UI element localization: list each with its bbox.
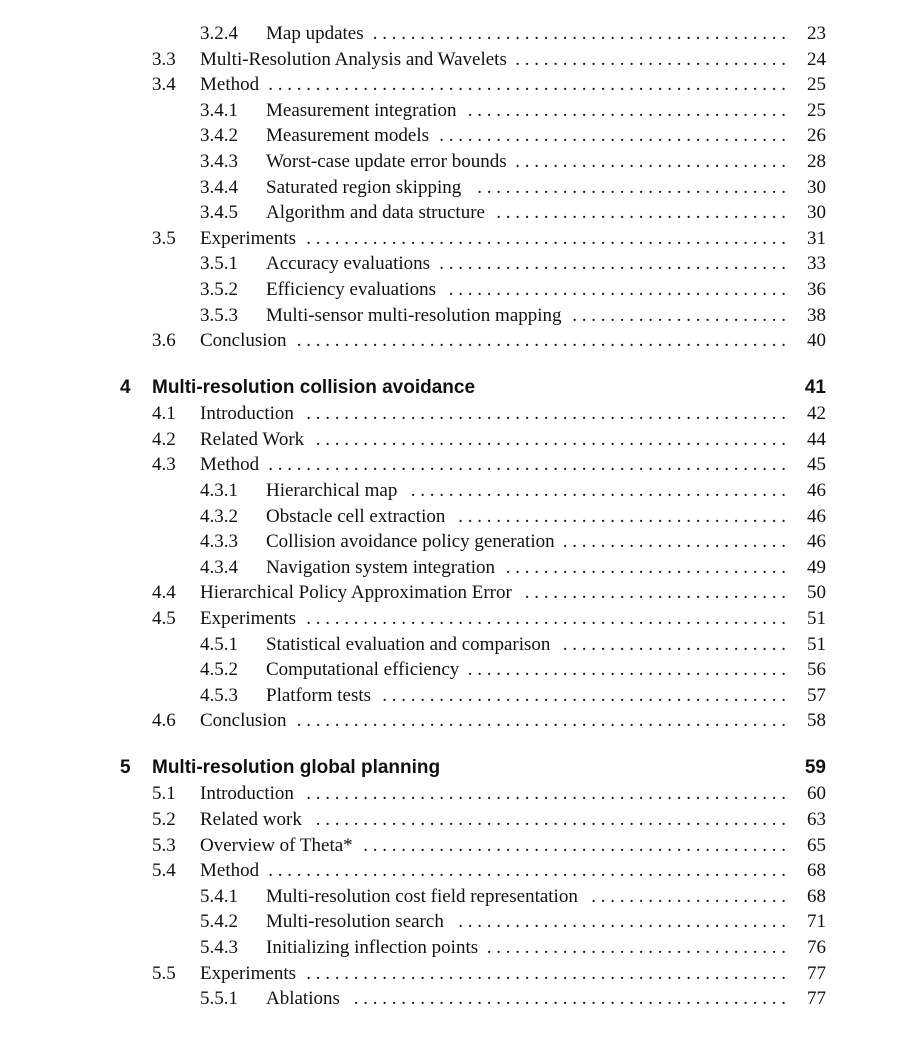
section-number: 4.3.2: [200, 505, 238, 527]
section-number: 5.4.2: [200, 911, 238, 933]
section-number: 3.6: [152, 330, 176, 352]
toc-entry[interactable]: [0, 47, 826, 73]
dot-leader: . . . . . . . . . . . . . . . . . . . . . . . . . . . . . . . . . . . . . . . . . . .: [382, 684, 786, 706]
section-title: Collision avoidance policy generation: [266, 531, 555, 553]
toc-entry[interactable]: [0, 427, 826, 453]
dot-leader: . . . . . . . . . . . . . . . . . . . . . . . . . . . . . . . . . . . . . . . . . . . . . .: [353, 988, 786, 1010]
toc-entry[interactable]: [0, 401, 826, 427]
dot-leader: . . . . . . . . . . . . . . . . . . . . . . . . . . . . . . . . . . . . . . . . . . . . . . . . . . . .: [296, 710, 786, 732]
section-number: 4.5.3: [200, 684, 238, 706]
section-title: Introduction: [200, 783, 294, 805]
section-number: 4.3.3: [200, 531, 238, 553]
page-number: 42: [807, 403, 826, 425]
section-title: Multi-Resolution Analysis and Wavelets: [200, 48, 507, 70]
page-number: 71: [807, 911, 826, 933]
page-number: 23: [807, 23, 826, 44]
toc-entry[interactable]: [0, 175, 826, 201]
section-title: Experiments: [200, 607, 297, 629]
page-number: 25: [807, 74, 826, 96]
dot-leader: . . . . . . . . . . . . . . . . . . . . . . . . . . . . . . . . . . . . . . . . . . . . . . . . . . . .: [296, 330, 786, 352]
section-title: Worst-case update error bounds: [266, 150, 507, 172]
toc-entry[interactable]: [0, 683, 826, 709]
toc-entry[interactable]: [0, 226, 826, 252]
toc-entry[interactable]: [0, 935, 826, 961]
section-title: Hierarchical map: [266, 480, 398, 501]
section-number: 5: [120, 757, 131, 779]
dot-leader: . . . . . . . . . . . . . . . . . . . . .: [591, 885, 786, 907]
toc-entry[interactable]: [0, 478, 826, 504]
toc-entry[interactable]: [0, 251, 826, 277]
section-title: Multi-resolution collision avoidance: [152, 377, 476, 399]
dot-leader: . . . . . . . . . . . . . . . . . . . . . . . . . . . . . . . . . . . . . . . . . . . . .: [363, 834, 786, 856]
dot-leader: . . . . . . . . . . . . . . . . . . . . . . . . . . . . . . . . . . . . . . . . . . . . . . . . . .: [315, 428, 786, 450]
dot-leader: . . . . . . . . . . . . . . . . . . . . . . . . . . . . .: [515, 48, 786, 70]
page-number: 51: [807, 633, 826, 655]
section-title: Measurement models: [266, 125, 430, 147]
toc-entry[interactable]: [0, 72, 826, 98]
section-number: 4.1: [152, 403, 176, 425]
toc-entry[interactable]: [0, 452, 826, 478]
section-number: 3.5: [152, 227, 176, 249]
section-title: Map updates: [266, 23, 364, 44]
section-number: 5.5: [152, 962, 176, 984]
page-number: 24: [807, 48, 826, 70]
dot-leader: . . . . . . . . . . . . . . . . . . . . . . .: [572, 304, 786, 326]
section-number: 5.4.3: [200, 937, 238, 958]
section-title: Measurement integration: [266, 99, 457, 121]
dot-leader: . . . . . . . . . . . . . . . . . . . . . . . . . . . . . . . . . .: [467, 659, 786, 681]
page-number: 31: [807, 227, 826, 249]
dot-leader: . . . . . . . . . . . . . . . . . . . . . . . . . . . . . .: [505, 556, 786, 578]
section-number: 4.5: [152, 607, 176, 629]
section-title: Overview of Theta*: [200, 834, 353, 856]
page-number: 56: [807, 659, 826, 681]
section-number: 5.3: [152, 834, 176, 856]
page-number: 60: [807, 783, 826, 805]
page-number: 46: [807, 505, 826, 527]
section-title: Multi-resolution cost field representation: [266, 885, 578, 907]
section-title: Platform tests: [266, 684, 372, 706]
page-number: 57: [807, 684, 826, 706]
section-number: 3.4: [152, 74, 176, 96]
page-number: 33: [807, 253, 826, 275]
section-number: 4.3.4: [200, 556, 238, 578]
page-number: 68: [807, 885, 826, 907]
section-title: Method: [200, 454, 260, 476]
section-title: Initializing inflection points: [266, 937, 479, 958]
section-number: 3.3: [152, 48, 176, 70]
toc-entry[interactable]: [0, 807, 826, 833]
toc-entry[interactable]: [0, 606, 826, 632]
section-title: Experiments: [200, 962, 297, 984]
section-title: Multi-resolution search: [266, 911, 444, 933]
toc-entry[interactable]: [0, 303, 826, 329]
toc-entry[interactable]: [0, 986, 826, 1012]
toc-entry[interactable]: [0, 200, 826, 226]
dot-leader: . . . . . . . . . . . . . . . . . . . . . . . .: [562, 531, 786, 553]
toc-entry[interactable]: [0, 21, 826, 47]
section-title: Conclusion: [200, 710, 287, 732]
toc-entry[interactable]: [0, 555, 826, 581]
toc-entry[interactable]: [0, 781, 826, 807]
section-number: 4.3.1: [200, 480, 238, 501]
page-number: 63: [807, 809, 826, 831]
toc-chapter-entry[interactable]: [0, 754, 826, 781]
dot-leader: . . . . . . . . . . . . . . . . . . . . . . . . . . . . . . . . . . . . . . . . . . . . . . . . . . . . . . .: [268, 860, 786, 882]
section-title: Method: [200, 860, 260, 882]
dot-leader: . . . . . . . . . . . . . . . . . . . . . . . . . . . . . . . . . . . . . . . . . . . . . . . . . . .: [306, 783, 786, 805]
section-number: 5.4.1: [200, 885, 238, 907]
section-title: Efficiency evaluations: [266, 278, 437, 300]
section-number: 3.5.1: [200, 253, 238, 275]
section-number: 3.5.2: [200, 278, 238, 300]
page-number: 46: [807, 480, 826, 501]
dot-leader: . . . . . . . . . . . . . . . . . . . . . . . . . . . . . . . . . . . . . . . . . . . . . . . . . . .: [306, 607, 786, 629]
page-number: 44: [807, 428, 826, 450]
section-number: 5.1: [152, 783, 176, 805]
page-number: 50: [807, 582, 826, 604]
page-number: 49: [807, 556, 826, 578]
toc-entry[interactable]: [0, 833, 826, 859]
toc-entry[interactable]: [0, 884, 826, 910]
page-number: 30: [807, 202, 826, 224]
section-title: Conclusion: [200, 330, 287, 352]
page-number: 25: [807, 99, 826, 121]
section-title: Saturated region skipping: [266, 176, 462, 198]
page-number: 65: [807, 834, 826, 856]
section-number: 3.4.2: [200, 125, 238, 147]
dot-leader: . . . . . . . . . . . . . . . . . . . . . . . . . . . . . . . .: [486, 937, 786, 958]
dot-leader: . . . . . . . . . . . . . . . . . . . . . . . . . . . . . . . . . . . . . . . . . . . . . . . . . . . . . . .: [268, 74, 786, 96]
page-number: 38: [807, 304, 826, 326]
dot-leader: . . . . . . . . . . . . . . . . . . . . . . . . . . . . . . . . . . . . . . . . . . . .: [372, 23, 786, 44]
toc-entry[interactable]: [0, 277, 826, 303]
section-number: 4.6: [152, 710, 176, 732]
toc-entry[interactable]: [0, 149, 826, 175]
page-number: 41: [804, 377, 826, 399]
section-title: Obstacle cell extraction: [266, 505, 446, 527]
toc-entry[interactable]: [0, 580, 826, 606]
dot-leader: . . . . . . . . . . . . . . . . . . . . . . . . . . . . . . . . . . .: [458, 911, 786, 933]
dot-leader: . . . . . . . . . . . . . . . . . . . . . . . . . . . . . . . . . . .: [458, 505, 786, 527]
toc-entry[interactable]: [0, 657, 826, 683]
section-number: 4.4: [152, 582, 176, 604]
toc-entry[interactable]: [0, 504, 826, 530]
dot-leader: . . . . . . . . . . . . . . . . . . . . . . . . . . . . . . . . . . . .: [448, 278, 786, 300]
section-number: 4.2: [152, 428, 176, 450]
section-title: Experiments: [200, 227, 297, 249]
table-of-contents: [0, 21, 826, 1012]
dot-leader: . . . . . . . . . . . . . . . . . . . . . . . . . . . . . . . . . . . . . . . . . . . . . . . . . .: [315, 809, 786, 831]
section-title: Statistical evaluation and comparison: [266, 633, 551, 655]
section-number: 3.4.5: [200, 202, 238, 224]
section-number: 5.4: [152, 860, 176, 882]
dot-leader: . . . . . . . . . . . . . . . . . . . . . . . . . . . . . . . . . . . . . . . . . . . . . . . . . . .: [306, 403, 786, 425]
dot-leader: . . . . . . . . . . . . . . . . . . . . . . . . . . . . . . . . . . . . . . . . . . . . . . . . . . .: [306, 962, 786, 984]
section-title: Related Work: [200, 428, 305, 450]
page-number: 59: [804, 757, 826, 779]
section-title: Introduction: [200, 403, 294, 425]
toc-entry[interactable]: [0, 98, 826, 124]
section-number: 3.4.4: [200, 176, 238, 198]
page-number: 76: [807, 937, 826, 958]
page-number: 30: [807, 176, 826, 198]
section-number: 4: [120, 377, 131, 399]
page-number: 40: [807, 330, 826, 352]
section-title: Related work: [200, 809, 302, 831]
page-number: 28: [807, 150, 826, 172]
dot-leader: . . . . . . . . . . . . . . . . . . . . . . . . . . . .: [524, 582, 786, 604]
dot-leader: . . . . . . . . . . . . . . . . . . . . . . . .: [562, 633, 786, 655]
toc-entry[interactable]: [0, 123, 826, 149]
section-number: 5.5.1: [200, 988, 238, 1010]
toc-entry[interactable]: [0, 328, 826, 354]
section-number: 5.2: [152, 809, 176, 831]
section-number: 4.3: [152, 454, 176, 476]
toc-entry[interactable]: [0, 529, 826, 555]
section-number: 3.2.4: [200, 23, 238, 44]
section-title: Multi-resolution global planning: [152, 757, 441, 779]
dot-leader: . . . . . . . . . . . . . . . . . . . . . . . . . . . . .: [515, 150, 786, 172]
page-number: 36: [807, 278, 826, 300]
section-title: Ablations: [266, 988, 340, 1010]
page-number: 77: [807, 988, 826, 1010]
toc-entry[interactable]: [0, 708, 826, 734]
section-title: Computational efficiency: [266, 659, 460, 681]
section-title: Hierarchical Policy Approximation Error: [200, 582, 512, 604]
section-number: 4.5.2: [200, 659, 238, 681]
section-title: Algorithm and data structure: [266, 202, 485, 224]
dot-leader: . . . . . . . . . . . . . . . . . . . . . . . . . . . . . . . . . . . . . . . . . . . . . . . . . . . . . . .: [268, 454, 786, 476]
section-number: 3.4.1: [200, 99, 238, 121]
section-number: 4.5.1: [200, 633, 238, 655]
section-title: Method: [200, 74, 260, 96]
dot-leader: . . . . . . . . . . . . . . . . . . . . . . . . . . . . . . . . . . . . .: [439, 253, 786, 275]
toc-entry[interactable]: [0, 909, 826, 935]
dot-leader: . . . . . . . . . . . . . . . . . . . . . . . . . . . . . . . . .: [477, 176, 786, 198]
page-number: 51: [807, 607, 826, 629]
section-title: Navigation system integration: [266, 556, 496, 578]
dot-leader: . . . . . . . . . . . . . . . . . . . . . . . . . . . . . . . . . . . . .: [439, 125, 786, 147]
dot-leader: . . . . . . . . . . . . . . . . . . . . . . . . . . . . . . . . . .: [467, 99, 786, 121]
toc-entry[interactable]: [0, 632, 826, 658]
page-number: 26: [807, 125, 826, 147]
page-number: 68: [807, 860, 826, 882]
toc-chapter-entry[interactable]: [0, 374, 826, 401]
toc-entry[interactable]: [0, 961, 826, 987]
page-number: 45: [807, 454, 826, 476]
dot-leader: . . . . . . . . . . . . . . . . . . . . . . . . . . . . . . .: [496, 202, 786, 224]
section-title: Multi-sensor multi-resolution mapping: [266, 304, 562, 326]
page-number: 58: [807, 710, 826, 732]
page-number: 46: [807, 531, 826, 553]
dot-leader: . . . . . . . . . . . . . . . . . . . . . . . . . . . . . . . . . . . . . . . .: [410, 480, 786, 501]
toc-entry[interactable]: [0, 858, 826, 884]
dot-leader: . . . . . . . . . . . . . . . . . . . . . . . . . . . . . . . . . . . . . . . . . . . . . . . . . . .: [306, 227, 786, 249]
section-number: 3.4.3: [200, 150, 238, 172]
section-number: 3.5.3: [200, 304, 238, 326]
page-number: 77: [807, 962, 826, 984]
section-title: Accuracy evaluations: [266, 253, 431, 275]
